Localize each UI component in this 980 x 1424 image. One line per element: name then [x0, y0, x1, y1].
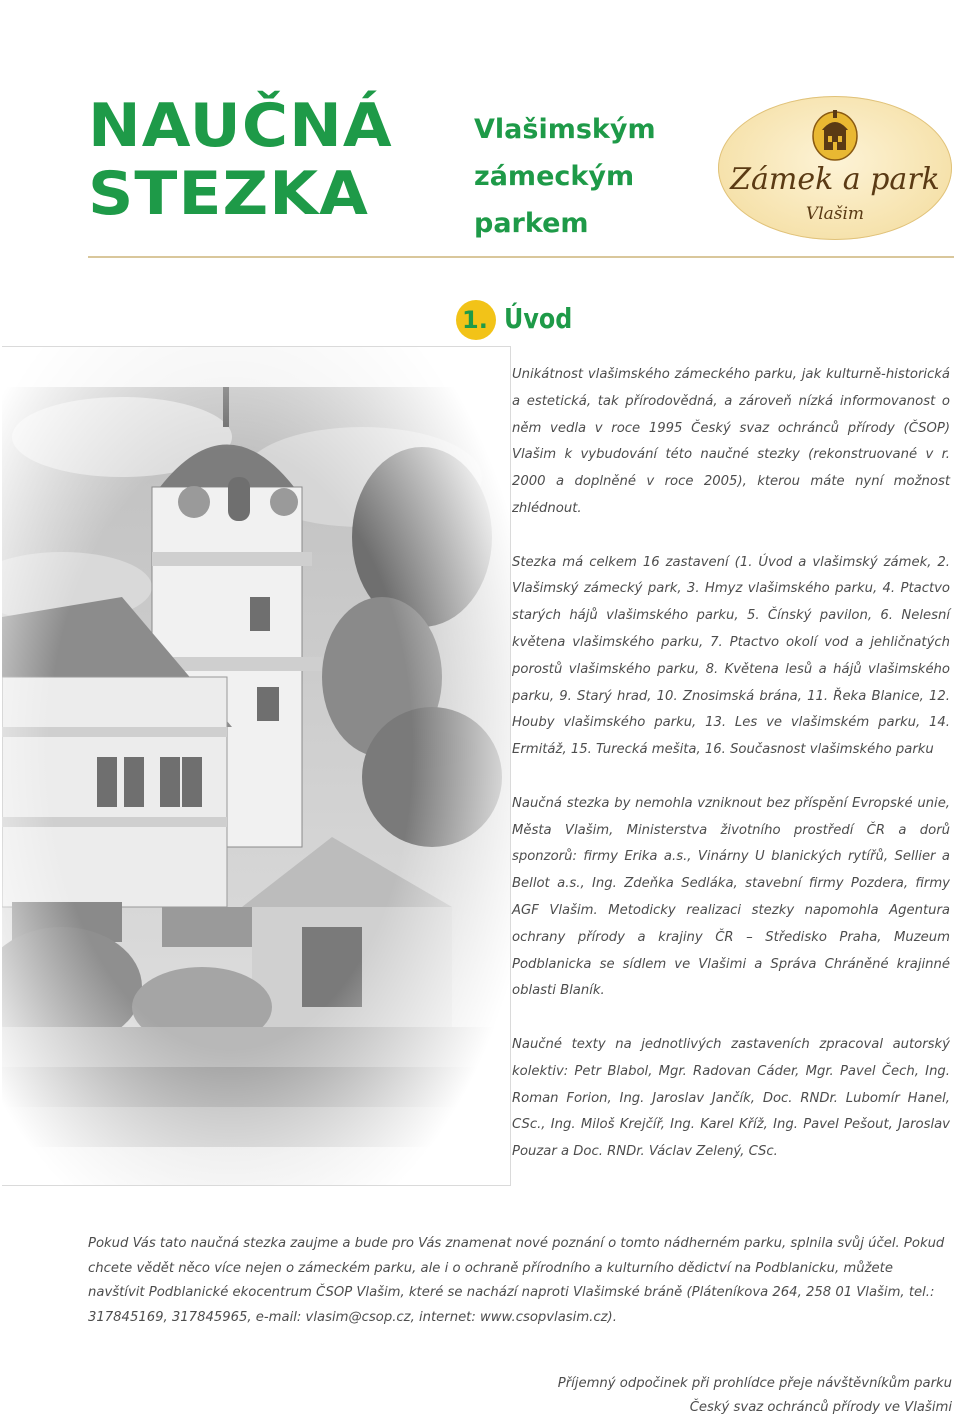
logo-subtitle: Vlašim: [805, 204, 865, 224]
castle-tower-photo: [2, 346, 511, 1186]
title-line-2: STEZKA: [88, 159, 369, 229]
logo: [718, 96, 952, 240]
closing-line-2: Český svaz ochránců přírody ve Vlašimi: [689, 1400, 952, 1415]
paragraph-authors: Naučné texty na jednotlivých zastaveních zpracoval autorský kolektiv: Petr Blabol, Mgr. Radovan Cáder, Mgr. Pavel Čech, Ing. Roman Forion, Ing. Jaroslav Jančík, Doc. RNDr. Lubomír Hanel, CSc., Ing. Miloš Krejčíř, Ing. Karel Kříž, Ing. Pavel Pešout, Jaroslav Pouzar a Doc. RNDr. Václav Zelený, CSc.: [512, 1036, 950, 1160]
paragraph-stops: Stezka má celkem 16 zastavení (1. Úvod a vlašimský zámek, 2. Vlašimský zámecký park, 3. Hmyz vlašimského parku, 4. Ptactvo starých hájů vlašimského parku, 5. Čínský pavilon, 6. Nelesní květena vlašimského parku, 7. Ptactvo okolí vod a jehličnatých porostů vlašimského parku, 8. Květena lesů a hájů vlašimského parku, 9. Starý hrad, 10. Znosimská brána, 11. Řeka Blanice, 12. Houby vlašimského parku, 13. Les ve vlašimském parku, 14. Ermitáž, 15. Turecká mešita, 16. Současnost vlašimského parku: [512, 554, 950, 758]
section-title: Úvod: [504, 302, 573, 335]
main-title: [88, 92, 476, 228]
closing-note: [470, 1372, 952, 1420]
subtitle-line-1: Vlašimským: [474, 114, 656, 145]
paragraph-sponsors: Naučná stezka by nemohla vzniknout bez příspění Evropské unie, Města Vlašim, Ministerstva životního prostředí ČR a dorů sponzorů: firmy Erika a.s., Vinárny U blanických rytířů, Sellier a Bellot a.s., Ing. Zdeňka Sedláka, stavební firmy Pozdera, firmy AGF Vlašim. Metodicky realizaci stezky napomohla Agentura ochrany přírody a krajiny ČR – Středisko Praha, Muzeum Podblanicka se sídlem ve Vlašimi a Správa Chráněné krajinné oblasti Blaník.: [512, 795, 950, 999]
footer-paragraph: Pokud Vás tato naučná stezka zaujme a bude pro Vás znamenat nové poznání o tomto nádherném parku, splnila svůj účel. Pokud chcete vědět něco více nejen o zámeckém parku, ale i o ochraně přírodního a kulturního dědictví na Podblanicku, můžete navštívit Podblanické ekocentrum ČSOP Vlašim, které se nachází naproti Vlašimské bráně (Pláteníkova 264, 258 01 Vlašim, tel.: 317845169, 317845965, e-mail: vlasim@csop.cz, internet: www.csopvlasim.cz).: [88, 1236, 945, 1325]
paragraph-intro: Unikátnost vlašimského zámeckého parku, jak kulturně-historická a estetická, tak přírodovědná, a zároveň nízká informovanost o něm vedla v roce 1995 Český svaz ochránců přírody (ČSOP) Vlašim k vybudování této naučné stezky (rekonstruované v r. 2000 a doplněné v roce 2005), kterou máte nyní možnost zhlédnout.: [512, 367, 950, 516]
subtitle: [474, 106, 714, 247]
logo-title: Zámek a park: [730, 162, 940, 197]
body-text: [512, 362, 950, 1193]
title-line-1: NAUČNÁ: [88, 91, 393, 161]
subtitle-line-2: zámeckým: [474, 161, 635, 192]
subtitle-line-3: parkem: [474, 208, 589, 239]
castle-icon: [810, 106, 860, 162]
closing-line-1: Příjemný odpočinek při prohlídce přeje návštěvníkům parku: [557, 1376, 952, 1391]
footer-text: [88, 1232, 952, 1330]
header-divider: [88, 256, 954, 258]
section-number: 1.: [462, 306, 488, 334]
